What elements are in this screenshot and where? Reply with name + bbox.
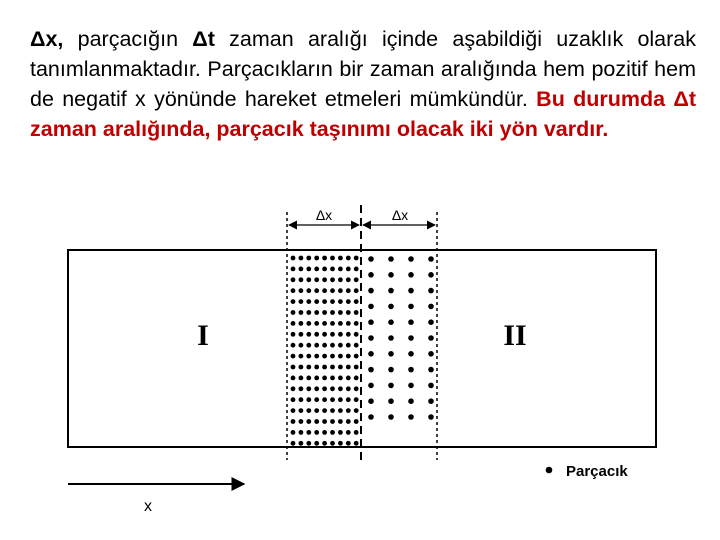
particle-dot (368, 351, 374, 357)
particle-dot (346, 354, 351, 359)
particle-dot (428, 414, 434, 420)
particle-dot (388, 351, 394, 357)
particle-dot (299, 365, 304, 370)
particle-dot (306, 299, 311, 304)
particle-dot (314, 386, 319, 391)
particle-dot (322, 256, 327, 261)
particle-dot (408, 398, 414, 404)
particle-dot (354, 288, 359, 293)
particle-dot (346, 386, 351, 391)
particle-dot (338, 397, 343, 402)
particle-dot (314, 321, 319, 326)
particle-dot (338, 376, 343, 381)
particle-dot (428, 398, 434, 404)
particle-dot (368, 414, 374, 420)
particle-dot (299, 408, 304, 413)
particle-dot (314, 256, 319, 261)
particle-dot (306, 419, 311, 424)
particle-dot (346, 430, 351, 435)
particle-dot (338, 408, 343, 413)
particle-dot (346, 376, 351, 381)
particle-dot (354, 441, 359, 446)
particle-dot (291, 267, 296, 272)
particle-dot (291, 441, 296, 446)
particle-dot (338, 441, 343, 446)
particle-dot (428, 288, 434, 294)
particle-dot (306, 365, 311, 370)
particle-dot (368, 288, 374, 294)
particle-dot (346, 321, 351, 326)
particle-dot (306, 430, 311, 435)
particle-dot (330, 277, 335, 282)
particle-dot (291, 408, 296, 413)
particle-dot (330, 310, 335, 315)
particle-dot (314, 365, 319, 370)
dense-particle-cluster (291, 256, 359, 446)
particle-dot (322, 408, 327, 413)
particle-dot (346, 288, 351, 293)
particle-dot (338, 386, 343, 391)
particle-dot (306, 288, 311, 293)
particle-dot (388, 256, 394, 262)
particle-dot (299, 277, 304, 282)
particle-dot (322, 267, 327, 272)
particle-dot (346, 419, 351, 424)
particle-dot (330, 408, 335, 413)
particle-dot (314, 343, 319, 348)
particle-dot (368, 335, 374, 341)
particle-dot (338, 267, 343, 272)
sparse-particle-cluster (368, 256, 434, 420)
particle-dot (306, 277, 311, 282)
particle-dot (291, 430, 296, 435)
dx-right-label: Δx (391, 207, 409, 223)
paragraph-text-1: parçacığın (63, 27, 193, 51)
particle-dot (330, 299, 335, 304)
particle-dot (368, 383, 374, 389)
particle-dot (354, 365, 359, 370)
particle-dot (291, 365, 296, 370)
particle-dot (388, 414, 394, 420)
legend-label: Parçacık (566, 463, 628, 480)
particle-dot (299, 256, 304, 261)
particle-dot (314, 376, 319, 381)
particle-dot (346, 343, 351, 348)
particle-dot (346, 310, 351, 315)
particle-dot (368, 398, 374, 404)
particle-dot (408, 367, 414, 373)
paragraph-text-2: zaman aralığı içinde aşabildiği uzaklık olarak tanımlanmaktadır. Parçacıkların bir zaman aralığında hem pozitif hem de negatif x yönünde hareket etmeleri mümkündür. (30, 27, 697, 111)
particle-dot (299, 419, 304, 424)
particle-dot (338, 354, 343, 359)
particle-dot (314, 408, 319, 413)
particle-dot (291, 299, 296, 304)
particle-dot (306, 397, 311, 402)
particle-dot (322, 288, 327, 293)
particle-dot (314, 332, 319, 337)
particle-dot (368, 367, 374, 373)
particle-dot (322, 332, 327, 337)
particle-dot (388, 304, 394, 310)
particle-dot (408, 351, 414, 357)
particle-dot (388, 319, 394, 325)
particle-dot (314, 354, 319, 359)
region-one-label: I (197, 319, 209, 352)
particle-dot (428, 256, 434, 262)
particle-dot (330, 332, 335, 337)
particle-dot (330, 365, 335, 370)
delta-t-term: Δt (192, 27, 215, 51)
particle-dot (346, 267, 351, 272)
particle-dot (291, 332, 296, 337)
particle-dot (322, 419, 327, 424)
particle-dot (408, 256, 414, 262)
particle-dot (306, 310, 311, 315)
particle-dot (322, 397, 327, 402)
particle-dot (338, 288, 343, 293)
particle-dot (338, 332, 343, 337)
delta-x-term: Δx, (30, 27, 64, 51)
particle-dot (354, 354, 359, 359)
particle-dot (408, 272, 414, 278)
particle-dot (314, 267, 319, 272)
particle-dot (306, 408, 311, 413)
particle-dot (330, 256, 335, 261)
particle-dot (322, 310, 327, 315)
particle-dot (368, 256, 374, 262)
particle-dot (408, 335, 414, 341)
particle-dot (322, 386, 327, 391)
particle-dot (299, 332, 304, 337)
particle-dot (330, 386, 335, 391)
particle-dot (338, 365, 343, 370)
particle-dot (408, 383, 414, 389)
particle-dot (354, 310, 359, 315)
region-two-label: II (503, 319, 527, 352)
particle-dot (346, 365, 351, 370)
particle-dot (314, 277, 319, 282)
particle-dot (322, 365, 327, 370)
particle-dot (291, 277, 296, 282)
particle-dot (428, 367, 434, 373)
particle-dot (306, 343, 311, 348)
particle-dot (346, 256, 351, 261)
particle-dot (291, 256, 296, 261)
particle-dot (299, 441, 304, 446)
particle-dot (388, 335, 394, 341)
particle-dot (354, 386, 359, 391)
particle-dot (314, 288, 319, 293)
particle-dot (322, 376, 327, 381)
particle-dot (354, 267, 359, 272)
particle-dot (299, 321, 304, 326)
particle-dot (428, 272, 434, 278)
particle-dot (330, 397, 335, 402)
particle-dot (322, 277, 327, 282)
particle-dot (354, 299, 359, 304)
particle-dot (330, 430, 335, 435)
particle-dot (428, 383, 434, 389)
particle-dot (299, 386, 304, 391)
particle-dot (354, 343, 359, 348)
particle-dot (388, 288, 394, 294)
particle-dot (388, 398, 394, 404)
particle-dot (408, 414, 414, 420)
particle-dot (306, 386, 311, 391)
particle-dot (299, 288, 304, 293)
particle-dot (322, 321, 327, 326)
particle-dot (306, 332, 311, 337)
particle-dot (368, 272, 374, 278)
particle-dot (314, 310, 319, 315)
particle-dot (368, 304, 374, 310)
particle-dot (354, 430, 359, 435)
particle-dot (291, 343, 296, 348)
x-axis-label: x (144, 498, 152, 515)
particle-dot (306, 354, 311, 359)
particle-dot (354, 419, 359, 424)
particle-dot (306, 267, 311, 272)
particle-dot (338, 419, 343, 424)
particle-dot (428, 335, 434, 341)
particle-dot (330, 343, 335, 348)
particle-dot (428, 319, 434, 325)
particle-dot (354, 321, 359, 326)
particle-dot (408, 304, 414, 310)
particle-dot (330, 354, 335, 359)
particle-dot (299, 310, 304, 315)
particle-dot (388, 383, 394, 389)
particle-dot (306, 256, 311, 261)
particle-dot (330, 441, 335, 446)
particle-dot (299, 430, 304, 435)
particle-dot (322, 299, 327, 304)
particle-dot (299, 376, 304, 381)
particle-dot (338, 343, 343, 348)
particle-dot (291, 321, 296, 326)
particle-dot (338, 310, 343, 315)
particle-dot (291, 386, 296, 391)
particle-dot (408, 319, 414, 325)
particle-dot (388, 272, 394, 278)
particle-dot (314, 397, 319, 402)
particle-dot (314, 430, 319, 435)
particle-dot (346, 441, 351, 446)
particle-dot (346, 408, 351, 413)
particle-dot (291, 310, 296, 315)
particle-dot (346, 299, 351, 304)
particle-dot (314, 419, 319, 424)
particle-dot (354, 408, 359, 413)
particle-dot (354, 332, 359, 337)
particle-dot (338, 299, 343, 304)
particle-dot (291, 354, 296, 359)
particle-dot (330, 376, 335, 381)
particle-dot (354, 277, 359, 282)
legend-particle-icon (546, 467, 553, 474)
particle-dot (306, 441, 311, 446)
particle-dot (368, 319, 374, 325)
particle-dot (354, 397, 359, 402)
particle-dot (354, 376, 359, 381)
particle-dot (291, 397, 296, 402)
particle-dot (299, 343, 304, 348)
particle-dot (314, 299, 319, 304)
dx-left-label: Δx (315, 207, 333, 223)
particle-dot (346, 277, 351, 282)
particle-dot (428, 304, 434, 310)
particle-dot (330, 288, 335, 293)
particle-dot (291, 419, 296, 424)
particle-dot (346, 397, 351, 402)
particle-dot (299, 397, 304, 402)
particle-dot (338, 321, 343, 326)
particle-dot (338, 430, 343, 435)
particle-dot (306, 376, 311, 381)
particle-dot (299, 354, 304, 359)
particle-dot (346, 332, 351, 337)
particle-dot (322, 354, 327, 359)
particle-dot (291, 288, 296, 293)
particle-dot (322, 343, 327, 348)
particle-dot (428, 351, 434, 357)
particle-dot (338, 256, 343, 261)
particle-dot (306, 321, 311, 326)
particle-dot (354, 256, 359, 261)
particle-dot (299, 299, 304, 304)
particle-dot (338, 277, 343, 282)
highlighted-conclusion: Bu durumda Δt zaman aralığında, parçacık taşınımı olacak iki yön vardır. (30, 87, 696, 141)
particle-dot (291, 376, 296, 381)
particle-dot (330, 321, 335, 326)
particle-dot (299, 267, 304, 272)
particle-dot (330, 267, 335, 272)
particle-dot (408, 288, 414, 294)
particle-dot (330, 419, 335, 424)
particle-dot (322, 430, 327, 435)
particle-dot (322, 441, 327, 446)
particle-dot (388, 367, 394, 373)
particle-dot (314, 441, 319, 446)
